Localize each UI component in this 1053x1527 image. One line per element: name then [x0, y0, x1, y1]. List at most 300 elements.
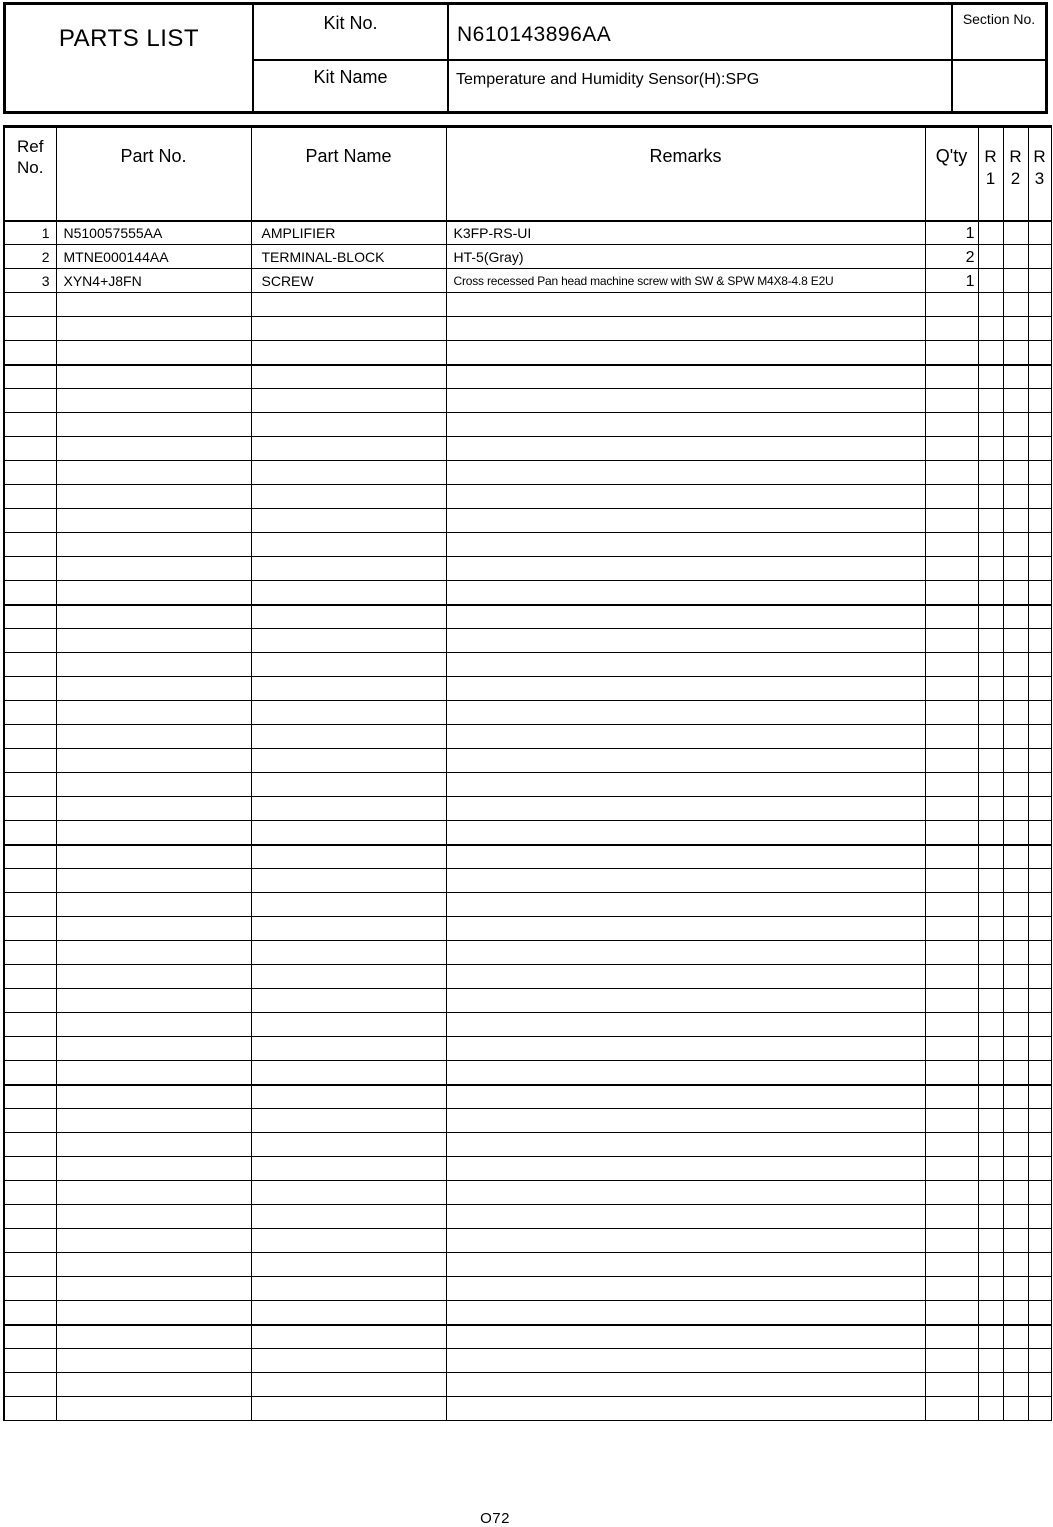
part-name-cell [251, 605, 446, 629]
r1-cell [978, 989, 1003, 1013]
r2-cell [1003, 773, 1028, 797]
table-row [4, 653, 1051, 677]
r1-cell [978, 437, 1003, 461]
r3-cell [1028, 701, 1051, 725]
ref-no-cell [4, 533, 56, 557]
r2-cell [1003, 701, 1028, 725]
qty-cell [925, 797, 978, 821]
part-no-cell [56, 1253, 251, 1277]
col-r2-letter: R [1009, 147, 1022, 166]
table-row [4, 989, 1051, 1013]
ref-no-cell [4, 893, 56, 917]
table-row [4, 1133, 1051, 1157]
table-row [4, 629, 1051, 653]
part-no-cell [56, 1229, 251, 1253]
table-row [4, 941, 1051, 965]
remarks-cell [446, 605, 925, 629]
r1-cell [978, 821, 1003, 845]
r1-cell [978, 269, 1003, 293]
qty-cell [925, 317, 978, 341]
ref-no-cell [4, 941, 56, 965]
kit-no-label: Kit No. [323, 13, 378, 33]
r2-cell [1003, 821, 1028, 845]
remarks-cell [446, 821, 925, 845]
part-name-cell [251, 1037, 446, 1061]
part-no-cell [56, 485, 251, 509]
qty-cell [925, 773, 978, 797]
remarks-cell [446, 845, 925, 869]
r2-cell [1003, 965, 1028, 989]
r2-cell [1003, 317, 1028, 341]
qty-cell [925, 917, 978, 941]
remarks-cell [446, 413, 925, 437]
ref-no-cell [4, 1133, 56, 1157]
part-name-cell [251, 1373, 446, 1397]
table-row [4, 725, 1051, 749]
col-r1-letter: R [984, 147, 997, 166]
r1-cell [978, 581, 1003, 605]
remarks-cell [446, 701, 925, 725]
qty-cell [925, 485, 978, 509]
part-no-cell [56, 1373, 251, 1397]
remarks-cell [446, 893, 925, 917]
part-name-cell [251, 461, 446, 485]
part-no-cell [56, 533, 251, 557]
r2-cell [1003, 389, 1028, 413]
r3-cell [1028, 605, 1051, 629]
qty-cell [925, 365, 978, 389]
part-name-cell [251, 293, 446, 317]
table-row [4, 581, 1051, 605]
part-name-cell [251, 893, 446, 917]
r1-cell [978, 797, 1003, 821]
part-name-cell [251, 677, 446, 701]
qty-cell [925, 533, 978, 557]
r1-cell [978, 773, 1003, 797]
qty-cell [925, 1061, 978, 1085]
part-no-cell [56, 869, 251, 893]
qty-cell [925, 1181, 978, 1205]
ref-no-cell [4, 413, 56, 437]
ref-no-cell [4, 1205, 56, 1229]
table-row [4, 1349, 1051, 1373]
r2-cell [1003, 1109, 1028, 1133]
col-r2-number: 2 [1010, 169, 1021, 188]
col-r3-letter: R [1033, 147, 1046, 166]
ref-no-cell [4, 1349, 56, 1373]
r1-cell [978, 485, 1003, 509]
section-no-label: Section No. [962, 11, 1036, 27]
col-ref-no-line2: No. [17, 158, 44, 177]
parts-table-body [4, 221, 1051, 1421]
r3-cell [1028, 1373, 1051, 1397]
ref-no-cell [4, 317, 56, 341]
qty-cell: 2 [925, 245, 978, 269]
qty-cell [925, 1013, 978, 1037]
r3-cell [1028, 917, 1051, 941]
table-row [4, 749, 1051, 773]
table-row [4, 437, 1051, 461]
table-row [4, 1397, 1051, 1421]
ref-no-cell [4, 749, 56, 773]
qty-cell [925, 893, 978, 917]
remarks-cell [446, 557, 925, 581]
part-name-cell [251, 941, 446, 965]
ref-no-cell [4, 341, 56, 365]
col-qty: Q'ty [925, 127, 978, 221]
r2-cell [1003, 485, 1028, 509]
part-name-cell [251, 1301, 446, 1325]
part-no-cell: XYN4+J8FN [56, 269, 251, 293]
remarks-cell [446, 1061, 925, 1085]
remarks-cell [446, 1205, 925, 1229]
remarks-cell [446, 389, 925, 413]
r3-cell [1028, 845, 1051, 869]
r2-cell [1003, 1133, 1028, 1157]
remarks-cell [446, 1181, 925, 1205]
table-row [4, 1037, 1051, 1061]
r1-cell [978, 1325, 1003, 1349]
qty-cell [925, 677, 978, 701]
r1-cell [978, 893, 1003, 917]
r1-cell [978, 1085, 1003, 1109]
r3-cell [1028, 1085, 1051, 1109]
r1-cell [978, 749, 1003, 773]
r3-cell [1028, 725, 1051, 749]
part-no-cell [56, 1061, 251, 1085]
kit-name-value: Temperature and Humidity Sensor(H):SPG [456, 71, 760, 88]
col-part-no: Part No. [56, 127, 251, 221]
part-name-cell [251, 1109, 446, 1133]
col-r3 [1028, 127, 1051, 221]
qty-cell [925, 869, 978, 893]
part-no-cell [56, 1013, 251, 1037]
qty-cell [925, 341, 978, 365]
table-row [4, 413, 1051, 437]
r2-cell [1003, 221, 1028, 245]
part-no-cell [56, 1157, 251, 1181]
r1-cell [978, 629, 1003, 653]
part-name-cell [251, 1181, 446, 1205]
r1-cell [978, 389, 1003, 413]
remarks-cell [446, 1037, 925, 1061]
r2-cell [1003, 1229, 1028, 1253]
part-no-cell [56, 389, 251, 413]
r1-cell [978, 605, 1003, 629]
ref-no-cell [4, 485, 56, 509]
table-row [4, 773, 1051, 797]
table-row [4, 1205, 1051, 1229]
ref-no-cell [4, 1301, 56, 1325]
remarks-cell: K3FP-RS-UI [446, 221, 925, 245]
r1-cell [978, 1061, 1003, 1085]
qty-cell [925, 1037, 978, 1061]
r3-cell [1028, 581, 1051, 605]
ref-no-cell [4, 965, 56, 989]
table-row [4, 677, 1051, 701]
r3-cell [1028, 1301, 1051, 1325]
r2-cell [1003, 1205, 1028, 1229]
part-no-cell [56, 821, 251, 845]
part-no-cell [56, 797, 251, 821]
col-r1 [978, 127, 1003, 221]
part-no-cell [56, 1325, 251, 1349]
part-name-cell [251, 1253, 446, 1277]
remarks-cell [446, 917, 925, 941]
r3-cell [1028, 1229, 1051, 1253]
part-no-cell [56, 1037, 251, 1061]
part-no-cell [56, 725, 251, 749]
part-no-cell [56, 1181, 251, 1205]
r2-cell [1003, 461, 1028, 485]
remarks-cell [446, 533, 925, 557]
ref-no-cell [4, 1397, 56, 1421]
r1-cell [978, 677, 1003, 701]
r1-cell [978, 965, 1003, 989]
r2-cell [1003, 293, 1028, 317]
qty-cell [925, 293, 978, 317]
r3-cell [1028, 269, 1051, 293]
qty-cell [925, 1373, 978, 1397]
remarks-cell [446, 1133, 925, 1157]
part-no-cell [56, 917, 251, 941]
ref-no-cell [4, 1229, 56, 1253]
r1-cell [978, 245, 1003, 269]
remarks-cell [446, 317, 925, 341]
r3-cell [1028, 1325, 1051, 1349]
r2-cell [1003, 989, 1028, 1013]
ref-no-cell [4, 1277, 56, 1301]
part-name-cell [251, 1277, 446, 1301]
ref-no-cell [4, 557, 56, 581]
r1-cell [978, 533, 1003, 557]
r3-cell [1028, 1205, 1051, 1229]
r2-cell [1003, 1325, 1028, 1349]
col-part-name: Part Name [251, 127, 446, 221]
ref-no-cell [4, 461, 56, 485]
part-name-cell [251, 653, 446, 677]
remarks-cell [446, 365, 925, 389]
remarks-cell [446, 1373, 925, 1397]
r2-cell [1003, 245, 1028, 269]
ref-no-cell [4, 701, 56, 725]
r2-cell [1003, 1157, 1028, 1181]
r1-cell [978, 1013, 1003, 1037]
r3-cell [1028, 221, 1051, 245]
qty-cell [925, 389, 978, 413]
part-no-cell [56, 341, 251, 365]
r2-cell [1003, 797, 1028, 821]
table-row [4, 533, 1051, 557]
part-name-cell [251, 1349, 446, 1373]
remarks-cell [446, 725, 925, 749]
r2-cell [1003, 941, 1028, 965]
part-name-cell [251, 389, 446, 413]
qty-cell [925, 749, 978, 773]
part-no-cell [56, 413, 251, 437]
remarks-cell [446, 1325, 925, 1349]
part-name-cell [251, 701, 446, 725]
qty-cell [925, 605, 978, 629]
part-name-cell [251, 437, 446, 461]
r3-cell [1028, 1157, 1051, 1181]
remarks-cell [446, 677, 925, 701]
remarks-cell [446, 509, 925, 533]
r1-cell [978, 1277, 1003, 1301]
table-row [4, 1373, 1051, 1397]
part-name-cell [251, 557, 446, 581]
qty-cell [925, 653, 978, 677]
r1-cell [978, 1301, 1003, 1325]
r3-cell [1028, 341, 1051, 365]
part-no-cell [56, 941, 251, 965]
ref-no-cell [4, 725, 56, 749]
part-no-cell [56, 365, 251, 389]
part-no-cell [56, 701, 251, 725]
r3-cell [1028, 1253, 1051, 1277]
col-ref-no [4, 127, 56, 221]
parts-table [3, 125, 1052, 1421]
ref-no-cell [4, 1253, 56, 1277]
part-name-cell [251, 341, 446, 365]
r1-cell [978, 1373, 1003, 1397]
r1-cell [978, 1349, 1003, 1373]
r2-cell [1003, 365, 1028, 389]
r3-cell [1028, 773, 1051, 797]
part-no-cell [56, 605, 251, 629]
part-no-cell [56, 509, 251, 533]
part-name-cell [251, 797, 446, 821]
r3-cell [1028, 413, 1051, 437]
part-name-cell [251, 821, 446, 845]
part-name-cell: AMPLIFIER [251, 221, 446, 245]
table-row [4, 869, 1051, 893]
r3-cell [1028, 989, 1051, 1013]
remarks-cell [446, 989, 925, 1013]
r2-cell [1003, 1349, 1028, 1373]
part-no-cell [56, 1109, 251, 1133]
part-name-cell [251, 989, 446, 1013]
table-row [4, 317, 1051, 341]
table-row [4, 797, 1051, 821]
col-r3-number: 3 [1034, 169, 1045, 188]
r3-cell [1028, 1037, 1051, 1061]
r2-cell [1003, 557, 1028, 581]
part-no-cell [56, 581, 251, 605]
r2-cell [1003, 413, 1028, 437]
part-no-cell [56, 1205, 251, 1229]
table-row [4, 245, 1051, 269]
r3-cell [1028, 629, 1051, 653]
part-no-cell [56, 1085, 251, 1109]
r3-cell [1028, 941, 1051, 965]
r3-cell [1028, 245, 1051, 269]
page-number: O72 [480, 1510, 510, 1527]
table-row [4, 1109, 1051, 1133]
table-row [4, 1229, 1051, 1253]
r1-cell [978, 365, 1003, 389]
part-name-cell [251, 773, 446, 797]
ref-no-cell [4, 845, 56, 869]
ref-no-cell [4, 1325, 56, 1349]
r2-cell [1003, 893, 1028, 917]
r1-cell [978, 557, 1003, 581]
part-name-cell [251, 1061, 446, 1085]
remarks-cell [446, 1253, 925, 1277]
table-row [4, 389, 1051, 413]
r1-cell [978, 1181, 1003, 1205]
part-name-cell [251, 845, 446, 869]
qty-cell [925, 1301, 978, 1325]
remarks-cell [446, 1085, 925, 1109]
r3-cell [1028, 461, 1051, 485]
table-row [4, 917, 1051, 941]
ref-no-cell [4, 821, 56, 845]
qty-cell [925, 821, 978, 845]
part-no-cell [56, 437, 251, 461]
part-name-cell [251, 749, 446, 773]
part-name-cell [251, 317, 446, 341]
ref-no-cell [4, 1181, 56, 1205]
r2-cell [1003, 341, 1028, 365]
table-row [4, 605, 1051, 629]
r2-cell [1003, 629, 1028, 653]
qty-cell [925, 941, 978, 965]
part-no-cell [56, 653, 251, 677]
remarks-cell [446, 653, 925, 677]
part-name-cell [251, 533, 446, 557]
remarks-cell [446, 485, 925, 509]
part-no-cell [56, 989, 251, 1013]
table-row [4, 1157, 1051, 1181]
ref-no-cell [4, 653, 56, 677]
ref-no-cell [4, 677, 56, 701]
qty-cell [925, 1253, 978, 1277]
r2-cell [1003, 1013, 1028, 1037]
r1-cell [978, 917, 1003, 941]
part-no-cell [56, 1277, 251, 1301]
r2-cell [1003, 749, 1028, 773]
r3-cell [1028, 653, 1051, 677]
r2-cell [1003, 1301, 1028, 1325]
ref-no-cell [4, 869, 56, 893]
r1-cell [978, 461, 1003, 485]
part-no-cell [56, 1133, 251, 1157]
r1-cell [978, 869, 1003, 893]
remarks-cell [446, 1301, 925, 1325]
table-row [4, 269, 1051, 293]
col-remarks: Remarks [446, 127, 925, 221]
r2-cell [1003, 1373, 1028, 1397]
r1-cell [978, 341, 1003, 365]
part-name-cell [251, 725, 446, 749]
qty-cell [925, 557, 978, 581]
r1-cell [978, 509, 1003, 533]
ref-no-cell [4, 629, 56, 653]
table-row [4, 557, 1051, 581]
part-name-cell [251, 629, 446, 653]
r3-cell [1028, 1061, 1051, 1085]
remarks-cell [446, 1349, 925, 1373]
table-row [4, 893, 1051, 917]
r2-cell [1003, 1253, 1028, 1277]
r2-cell [1003, 1397, 1028, 1421]
remarks-cell [446, 797, 925, 821]
remarks-cell [446, 1157, 925, 1181]
kit-no-value: N610143896AA [457, 23, 612, 46]
qty-cell [925, 701, 978, 725]
remarks-cell [446, 461, 925, 485]
